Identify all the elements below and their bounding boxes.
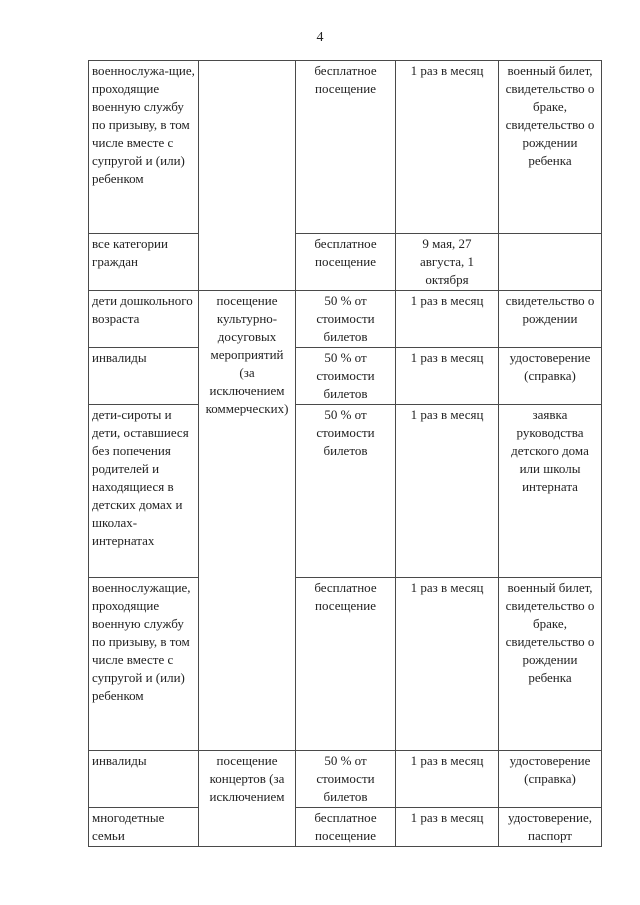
documents-cell: заявка руководства детского дома или школы интерната <box>499 405 602 578</box>
event-cell: посещение культурно-досуговых мероприятий (за исключением коммерческих) <box>199 291 296 751</box>
page-number: 4 <box>316 30 324 45</box>
condition-cell: 50 % от стоимости билетов <box>296 405 396 578</box>
category-cell: военнослужащие, проходящие военную службу по призыву, в том числе вместе с супругой и (или) ребенком <box>89 578 199 751</box>
documents-cell: удостоверение (справка) <box>499 751 602 808</box>
category-cell: все категории граждан <box>89 234 199 291</box>
category-cell: дети дошкольного возраста <box>89 291 199 348</box>
documents-cell: удостоверение, паспорт <box>499 808 602 847</box>
documents-cell <box>499 234 602 291</box>
category-cell: военнослужа-щие, проходящие военную службу по призыву, в том числе вместе с супругой и (или) ребенком <box>89 61 199 234</box>
frequency-cell: 1 раз в месяц <box>396 405 499 578</box>
documents-cell: удостоверение (справка) <box>499 348 602 405</box>
documents-cell: военный билет, свидетельство о браке, свидетельство о рождении ребенка <box>499 578 602 751</box>
event-cell: посещение концертов (за исключением <box>199 751 296 847</box>
table-row <box>89 234 602 291</box>
category-cell: инвалиды <box>89 348 199 405</box>
frequency-cell: 1 раз в месяц <box>396 751 499 808</box>
condition-cell: бесплатное посещение <box>296 808 396 847</box>
event-cell-empty <box>199 61 296 291</box>
table-row <box>89 808 602 847</box>
category-cell: дети-сироты и дети, оставшиеся без попечения родителей и находящиеся в детских домах и школах-интернатах <box>89 405 199 578</box>
table-row <box>89 348 602 405</box>
category-cell: многодетные семьи <box>89 808 199 847</box>
frequency-cell: 1 раз в месяц <box>396 808 499 847</box>
frequency-cell: 9 мая, 27 августа, 1 октября <box>396 234 499 291</box>
table-row <box>89 291 602 348</box>
condition-cell: бесплатное посещение <box>296 578 396 751</box>
condition-cell: 50 % от стоимости билетов <box>296 751 396 808</box>
table-row <box>89 61 602 234</box>
table-row <box>89 751 602 808</box>
condition-cell: 50 % от стоимости билетов <box>296 348 396 405</box>
table-row <box>89 578 602 751</box>
category-cell: инвалиды <box>89 751 199 808</box>
condition-cell: бесплатное посещение <box>296 61 396 234</box>
frequency-cell: 1 раз в месяц <box>396 291 499 348</box>
documents-cell: военный билет, свидетельство о браке, свидетельство о рождении ребенка <box>499 61 602 234</box>
frequency-cell: 1 раз в месяц <box>396 348 499 405</box>
frequency-cell: 1 раз в месяц <box>396 578 499 751</box>
table-row <box>89 405 602 578</box>
documents-cell: свидетельство о рождении <box>499 291 602 348</box>
frequency-cell: 1 раз в месяц <box>396 61 499 234</box>
condition-cell: 50 % от стоимости билетов <box>296 291 396 348</box>
condition-cell: бесплатное посещение <box>296 234 396 291</box>
benefits-table <box>88 60 602 847</box>
